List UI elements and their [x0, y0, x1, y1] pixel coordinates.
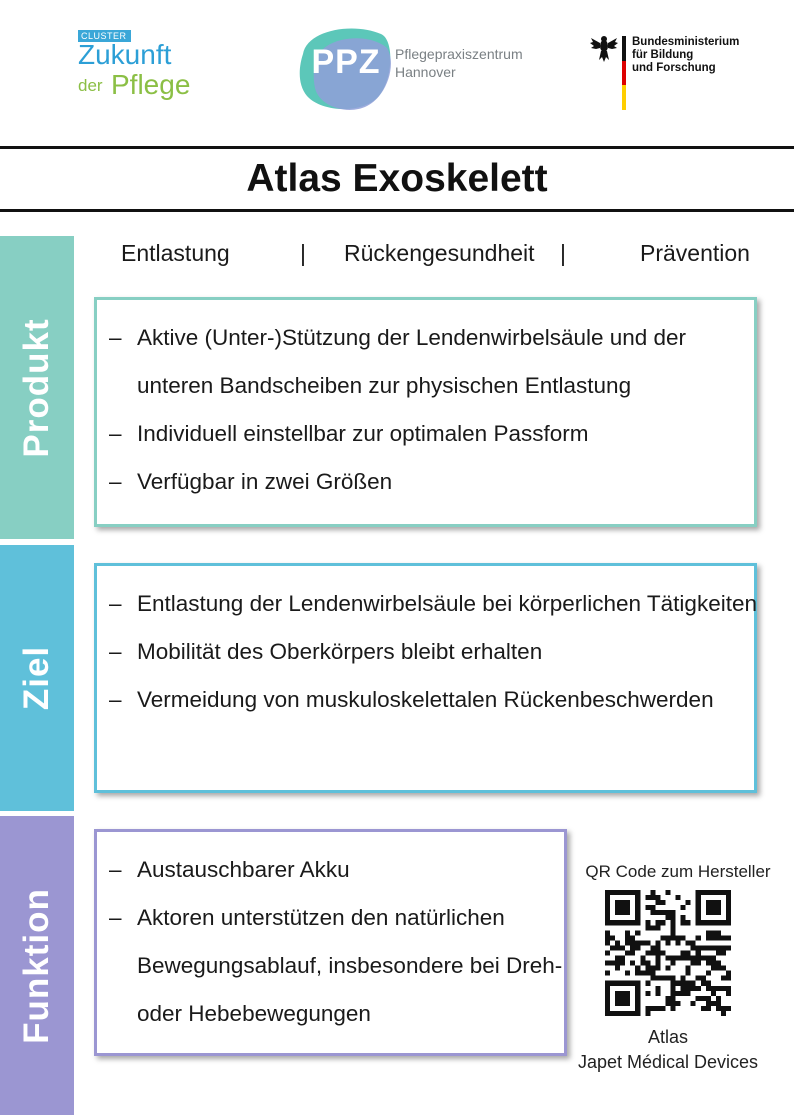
bullet-dash: –: [109, 687, 122, 712]
qr-manufacturer-name: Japet Médical Devices: [577, 1052, 759, 1072]
produkt-box: [94, 297, 757, 527]
list-item: [97, 628, 754, 676]
list-item: [97, 676, 754, 724]
bullet-dash: –: [109, 639, 122, 664]
funktion-line: Aktoren unterstützen den natürlichen: [137, 905, 505, 930]
funktion-box: [94, 829, 567, 1056]
bmbf-logo: [586, 30, 756, 116]
tagline-entlastung: Entlastung: [121, 240, 230, 266]
ziel-line: Mobilität des Oberkörpers bleibt erhalten: [137, 639, 543, 664]
logo-cluster-text: CLUSTER: [78, 30, 131, 42]
bullet-dash: –: [109, 591, 122, 616]
tagline-separator: |: [300, 240, 306, 266]
list-item: [97, 314, 754, 362]
tagline: [0, 240, 794, 270]
funktion-list: [97, 846, 564, 1038]
bullet-dash: –: [109, 905, 122, 930]
list-item: [97, 846, 564, 894]
list-item: [97, 990, 564, 1038]
section-label-produkt: Produkt: [17, 317, 56, 458]
ziel-line: Entlastung der Lendenwirbelsäule bei körperlichen Tätigkeiten: [137, 591, 757, 616]
german-flag-stripe: [622, 36, 626, 110]
page-title: Atlas Exoskelett: [246, 157, 548, 200]
tagline-rueckengesundheit: Rückengesundheit: [344, 240, 535, 266]
bullet-dash: –: [109, 857, 122, 882]
bullet-dash: –: [109, 469, 122, 494]
produkt-line: Individuell einstellbar zur optimalen Passform: [137, 421, 589, 446]
logo-der-text: der: [78, 76, 103, 95]
list-item: [97, 580, 757, 628]
ppz-logo: [295, 24, 535, 114]
list-item: [97, 362, 754, 410]
bmbf-name-line1: Bundesministerium: [632, 36, 740, 48]
funktion-line: Bewegungsablauf, insbesondere bei Dreh-: [137, 953, 563, 978]
ppz-mark-text: PPZ: [311, 43, 381, 81]
tagline-separator: |: [560, 240, 566, 266]
qr-caption: QR Code zum Hersteller: [585, 862, 771, 881]
funktion-line: oder Hebebewegungen: [137, 1001, 371, 1026]
section-bar-funktion: [0, 816, 74, 1115]
bullet-dash: –: [109, 421, 122, 446]
qr-code-icon[interactable]: [605, 890, 731, 1016]
list-item: [97, 458, 754, 506]
section-label-ziel: Ziel: [17, 645, 56, 711]
funktion-line: Austauschbarer Akku: [137, 857, 350, 882]
ppz-name-line1: Pflegepraxiszentrum: [395, 46, 523, 62]
section-bar-ziel: [0, 545, 74, 811]
title-bottom-rule: [0, 209, 794, 212]
produkt-line: Verfügbar in zwei Größen: [137, 469, 393, 494]
bullet-dash: –: [109, 325, 122, 350]
produkt-line: Aktive (Unter-)Stützung der Lendenwirbelsäule und der: [137, 325, 687, 350]
logo-pflege-text: Pflege: [111, 69, 191, 100]
cluster-zukunft-der-pflege-logo: [78, 30, 208, 110]
qr-product-name: Atlas: [647, 1027, 689, 1047]
list-item: [97, 894, 564, 942]
produkt-list: [97, 314, 754, 506]
logo-zukunft-text: Zukunft: [78, 39, 172, 70]
ziel-line: Vermeidung von muskuloskelettalen Rückenbeschwerden: [137, 687, 714, 712]
section-bar-produkt: [0, 236, 74, 539]
section-label-funktion: Funktion: [17, 887, 56, 1044]
tagline-praevention: Prävention: [640, 240, 750, 266]
list-item: [97, 410, 754, 458]
bmbf-name-line3: und Forschung: [632, 62, 716, 74]
title-top-rule: [0, 146, 794, 149]
bmbf-name: [632, 36, 739, 75]
bmbf-name-line2: für Bildung: [632, 49, 694, 61]
list-item: [97, 942, 564, 990]
ppz-name-line2: Hannover: [395, 64, 456, 80]
federal-eagle-icon: [590, 34, 618, 64]
ziel-list: [97, 580, 757, 724]
produkt-line: unteren Bandscheiben zur physischen Entlastung: [137, 373, 632, 398]
ziel-box: [94, 563, 757, 793]
